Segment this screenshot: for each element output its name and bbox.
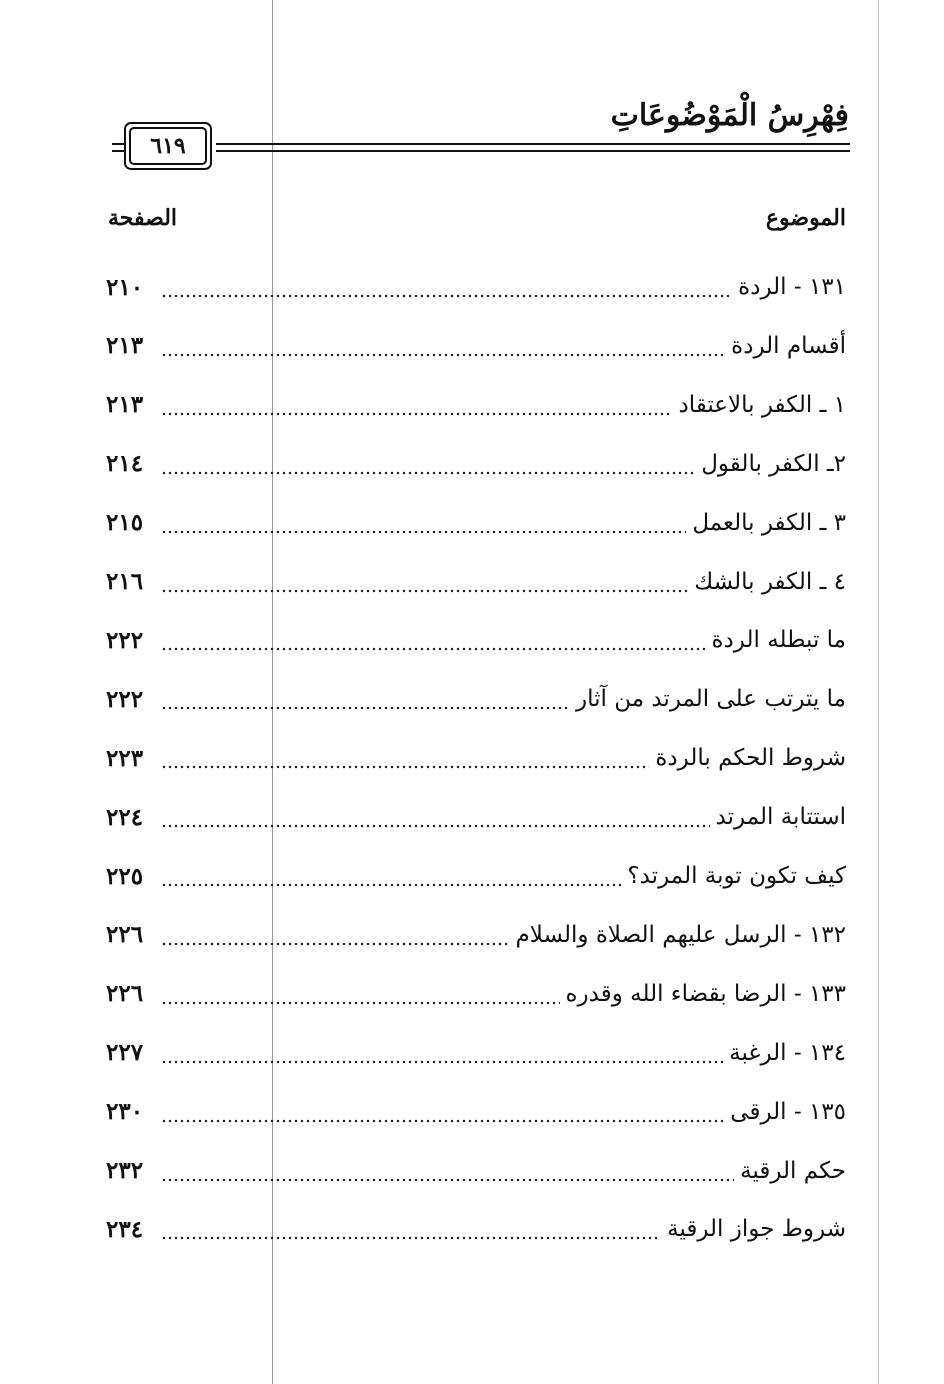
toc-leader-dots xyxy=(161,824,710,828)
toc-entry-page: ٢١٥ xyxy=(106,509,144,537)
toc-entry-page: ٢٢٤ xyxy=(106,803,144,831)
toc-leader-dots xyxy=(161,353,725,357)
toc-entry-title: ما يترتب على المرتد من آثار xyxy=(575,686,846,713)
toc-entry-title: كيف تكون توبة المرتد؟ xyxy=(627,863,846,889)
toc-entry-title: ٤ ـ الكفر بالشك xyxy=(694,568,846,595)
toc-entry-title: ما تبطله الردة xyxy=(711,627,846,654)
toc-leader-dots xyxy=(161,294,732,298)
toc-entry-title: ١ ـ الكفر بالاعتقاد xyxy=(678,391,846,418)
toc-entry-page: ٢٢٣ xyxy=(106,744,144,772)
page-number: ٦١٩ xyxy=(129,127,207,165)
toc-entry-title: شروط الحكم بالردة xyxy=(655,745,846,772)
toc-entry xyxy=(106,797,846,837)
toc-entry-title: ٣ ـ الكفر بالعمل xyxy=(692,509,846,536)
header-rule-bottom xyxy=(216,150,850,152)
toc-leader-dots xyxy=(161,765,649,769)
toc-leader-dots xyxy=(161,471,695,475)
header-rule-top xyxy=(216,143,850,145)
toc-entry-title: شروط جواز الرقية xyxy=(667,1216,846,1243)
toc-leader-dots xyxy=(161,883,621,887)
toc-entry xyxy=(106,1151,846,1191)
toc-leader-dots xyxy=(161,412,672,416)
toc-entry xyxy=(106,679,846,719)
toc-entry xyxy=(106,562,846,602)
toc-leader-dots xyxy=(161,706,570,710)
toc-entry-title: حكم الرقية xyxy=(740,1157,846,1184)
toc-leader-dots xyxy=(161,1178,734,1182)
toc-entry-page: ٢٣٤ xyxy=(106,1215,144,1243)
toc-entry xyxy=(106,1092,846,1132)
binding-line-right xyxy=(878,0,879,1384)
toc-entry xyxy=(106,444,846,484)
toc-entry-page: ٢٢٥ xyxy=(106,862,144,890)
toc-entry-page: ٢٢٢ xyxy=(106,626,144,654)
toc-entry xyxy=(106,738,846,778)
toc-leader-dots xyxy=(161,589,688,593)
toc-entry xyxy=(106,326,846,366)
toc-entry-page: ٢١٤ xyxy=(106,450,144,478)
toc-entry-title: استتابة المرتد xyxy=(715,804,846,831)
toc-entry xyxy=(106,856,846,896)
page-box-rule-top xyxy=(112,143,124,145)
toc-entry-page: ٢٣٢ xyxy=(106,1157,144,1184)
toc-entry xyxy=(106,267,846,307)
toc-entry xyxy=(106,1033,846,1073)
toc-leader-dots xyxy=(161,1236,661,1240)
toc-entry xyxy=(106,974,846,1014)
toc-leader-dots xyxy=(161,942,510,946)
toc-entry-page: ٢١٦ xyxy=(106,568,144,595)
toc-entry xyxy=(106,503,846,543)
column-header-topic: الموضوع xyxy=(765,205,846,231)
toc-entry-page: ٢٢٢ xyxy=(106,685,144,713)
toc-entry xyxy=(106,1209,846,1249)
toc-entry xyxy=(106,385,846,425)
column-header-page: الصفحة xyxy=(108,205,178,231)
toc-entry-title: ١٣٣ - الرضا بقضاء الله وقدره xyxy=(565,980,846,1007)
toc-entry-page: ٢٢٦ xyxy=(106,921,144,949)
toc-leader-dots xyxy=(161,530,686,534)
toc-entry-page: ٢٢٦ xyxy=(106,980,144,1008)
toc-entry xyxy=(106,620,846,660)
toc-entry-title: ١٣٤ - الرغبة xyxy=(729,1039,846,1066)
toc-entry-page: ٢١٣ xyxy=(106,391,144,419)
toc-entry-title: ١٣٥ - الرقى xyxy=(730,1098,846,1125)
page-title: فِهْرِسُ الْمَوْضُوعَاتِ xyxy=(610,98,849,133)
toc-leader-dots xyxy=(161,1060,723,1064)
toc-leader-dots xyxy=(161,647,706,651)
toc-entry-page: ٢٣٠ xyxy=(106,1098,144,1126)
page-box-rule-bottom xyxy=(112,150,124,152)
toc-entry-title: أقسام الردة xyxy=(731,332,846,359)
toc-entry-title: ١٣٢ - الرسل عليهم الصلاة والسلام xyxy=(515,921,846,948)
toc-entry xyxy=(106,915,846,955)
toc-entry-title: ١٣١ - الردة xyxy=(738,274,846,300)
toc-entry-page: ٢٢٧ xyxy=(106,1039,144,1067)
toc-leader-dots xyxy=(161,1001,560,1005)
toc-entry-page: ٢١٠ xyxy=(106,273,144,301)
toc-entry-page: ٢١٣ xyxy=(106,332,144,360)
toc-leader-dots xyxy=(161,1119,724,1123)
toc-entry-title: ٢ـ الكفر بالقول xyxy=(701,450,846,477)
